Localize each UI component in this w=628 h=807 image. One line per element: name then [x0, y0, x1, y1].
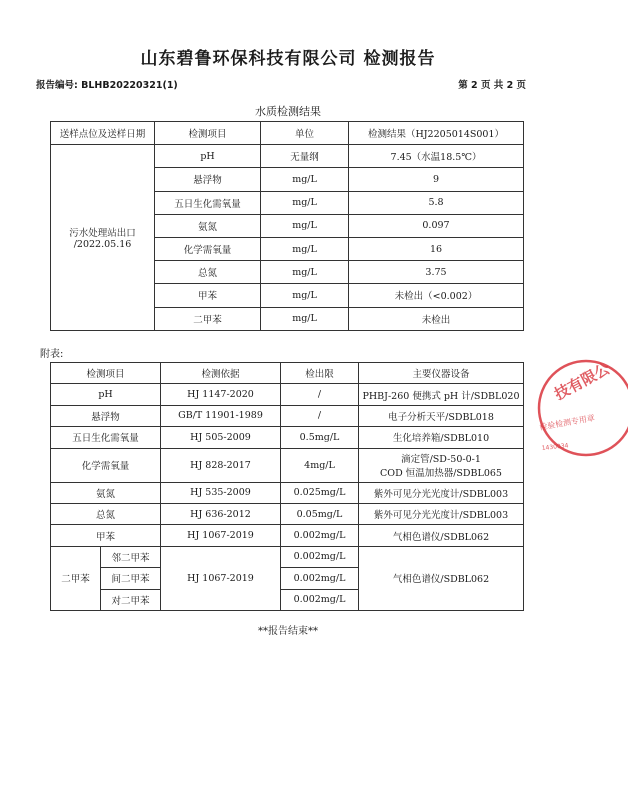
sample-date: /2022.05.16	[73, 238, 132, 250]
item-cell: 甲苯	[155, 284, 261, 307]
result-cell: 7.45（水温18.5℃）	[349, 145, 524, 168]
item-cell: 氨氮	[51, 482, 161, 503]
col-header-limit: 检出限	[281, 363, 359, 384]
table-row	[51, 145, 524, 168]
item-cell: 五日生化需氧量	[155, 191, 261, 214]
basis-cell: HJ 1067-2019	[161, 546, 281, 610]
basis-cell: HJ 1147-2020	[161, 384, 281, 405]
basis-cell: GB/T 11901-1989	[161, 405, 281, 426]
appendix-header-row	[51, 363, 524, 384]
limit-cell: 0.002mg/L	[281, 568, 359, 589]
unit-cell: mg/L	[261, 214, 349, 237]
result-cell: 0.097	[349, 214, 524, 237]
equipment-line: COD 恒温加热器/SDBL065	[380, 468, 502, 480]
svg-text:检验检测专用章: 检验检测专用章	[538, 413, 596, 432]
table-row	[51, 546, 524, 567]
equipment-cell: 紫外可见分光光度计/SDBL003	[359, 503, 524, 524]
basis-cell: HJ 828-2017	[161, 448, 281, 482]
equipment-cell: 紫外可见分光光度计/SDBL003	[359, 482, 524, 503]
table-row	[51, 525, 524, 546]
equipment-cell	[359, 448, 524, 482]
item-cell: 悬浮物	[51, 405, 161, 426]
page-indicator: 第 2 页 共 2 页	[458, 80, 526, 91]
equipment-cell: 气相色谱仪/SDBL062	[359, 546, 524, 610]
item-cell: 化学需氧量	[155, 237, 261, 260]
unit-cell: mg/L	[261, 284, 349, 307]
table-row	[51, 384, 524, 405]
report-number: 报告编号: BLHB20220321(1)	[36, 80, 178, 91]
report-end-note: **报告结束**	[258, 626, 318, 637]
equipment-cell: 生化培养箱/SDBL010	[359, 427, 524, 448]
unit-cell: mg/L	[261, 237, 349, 260]
results-table	[50, 121, 524, 331]
table-row	[51, 427, 524, 448]
equipment-cell: 电子分析天平/SDBL018	[359, 405, 524, 426]
item-cell: pH	[155, 145, 261, 168]
limit-cell: 0.002mg/L	[281, 525, 359, 546]
equipment-cell: 气相色谱仪/SDBL062	[359, 525, 524, 546]
limit-cell: 0.05mg/L	[281, 503, 359, 524]
item-cell: 总氮	[51, 503, 161, 524]
table-row	[51, 448, 524, 482]
result-cell: 9	[349, 168, 524, 191]
limit-cell: /	[281, 405, 359, 426]
item-cell: 氨氮	[155, 214, 261, 237]
appendix-table	[50, 362, 524, 611]
xylene-sub-cell: 邻二甲苯	[101, 546, 161, 567]
xylene-sub-cell: 间二甲苯	[101, 568, 161, 589]
result-cell: 16	[349, 237, 524, 260]
col-header-basis: 检测依据	[161, 363, 281, 384]
equipment-cell: PHBJ-260 便携式 pH 计/SDBL020	[359, 384, 524, 405]
limit-cell: 0.002mg/L	[281, 546, 359, 567]
col-header-item: 检测项目	[51, 363, 161, 384]
item-cell: pH	[51, 384, 161, 405]
limit-cell: 0.5mg/L	[281, 427, 359, 448]
col-header-sample: 送样点位及送样日期	[51, 122, 155, 145]
col-header-result: 检测结果（HJ2205014S001）	[349, 122, 524, 145]
basis-cell: HJ 535-2009	[161, 482, 281, 503]
basis-cell: HJ 1067-2019	[161, 525, 281, 546]
sample-point-cell	[51, 145, 155, 331]
item-cell: 甲苯	[51, 525, 161, 546]
col-header-equipment: 主要仪器设备	[359, 363, 524, 384]
company-seal-stamp	[528, 352, 628, 464]
col-header-item: 检测项目	[155, 122, 261, 145]
xylene-sub-cell: 对二甲苯	[101, 589, 161, 610]
item-cell: 总氮	[155, 261, 261, 284]
limit-cell: /	[281, 384, 359, 405]
basis-cell: HJ 505-2009	[161, 427, 281, 448]
sample-point: 污水处理站出口	[69, 227, 136, 239]
unit-cell: mg/L	[261, 168, 349, 191]
xylene-group-cell: 二甲苯	[51, 546, 101, 610]
equipment-line: 滴定管/SD-50-0-1	[401, 454, 481, 466]
table-row	[51, 482, 524, 503]
limit-cell: 0.002mg/L	[281, 589, 359, 610]
section-title: 水质检测结果	[255, 105, 321, 118]
result-cell: 3.75	[349, 261, 524, 284]
item-cell: 五日生化需氧量	[51, 427, 161, 448]
limit-cell: 4mg/L	[281, 448, 359, 482]
report-title: 山东碧鲁环保科技有限公司 检测报告	[140, 49, 436, 69]
result-cell: 未检出	[349, 307, 524, 330]
col-header-unit: 单位	[261, 122, 349, 145]
appendix-label: 附表:	[40, 349, 64, 360]
item-cell: 悬浮物	[155, 168, 261, 191]
result-cell: 未检出（<0.002）	[349, 284, 524, 307]
limit-cell: 0.025mg/L	[281, 482, 359, 503]
unit-cell: mg/L	[261, 261, 349, 284]
result-cell: 5.8	[349, 191, 524, 214]
unit-cell: mg/L	[261, 307, 349, 330]
results-header-row	[51, 122, 524, 145]
svg-text:技有限公: 技有限公	[551, 359, 613, 404]
item-cell: 二甲苯	[155, 307, 261, 330]
unit-cell: 无量纲	[261, 145, 349, 168]
table-row	[51, 503, 524, 524]
table-row	[51, 405, 524, 426]
item-cell: 化学需氧量	[51, 448, 161, 482]
svg-text:1430034: 1430034	[541, 442, 569, 452]
unit-cell: mg/L	[261, 191, 349, 214]
basis-cell: HJ 636-2012	[161, 503, 281, 524]
